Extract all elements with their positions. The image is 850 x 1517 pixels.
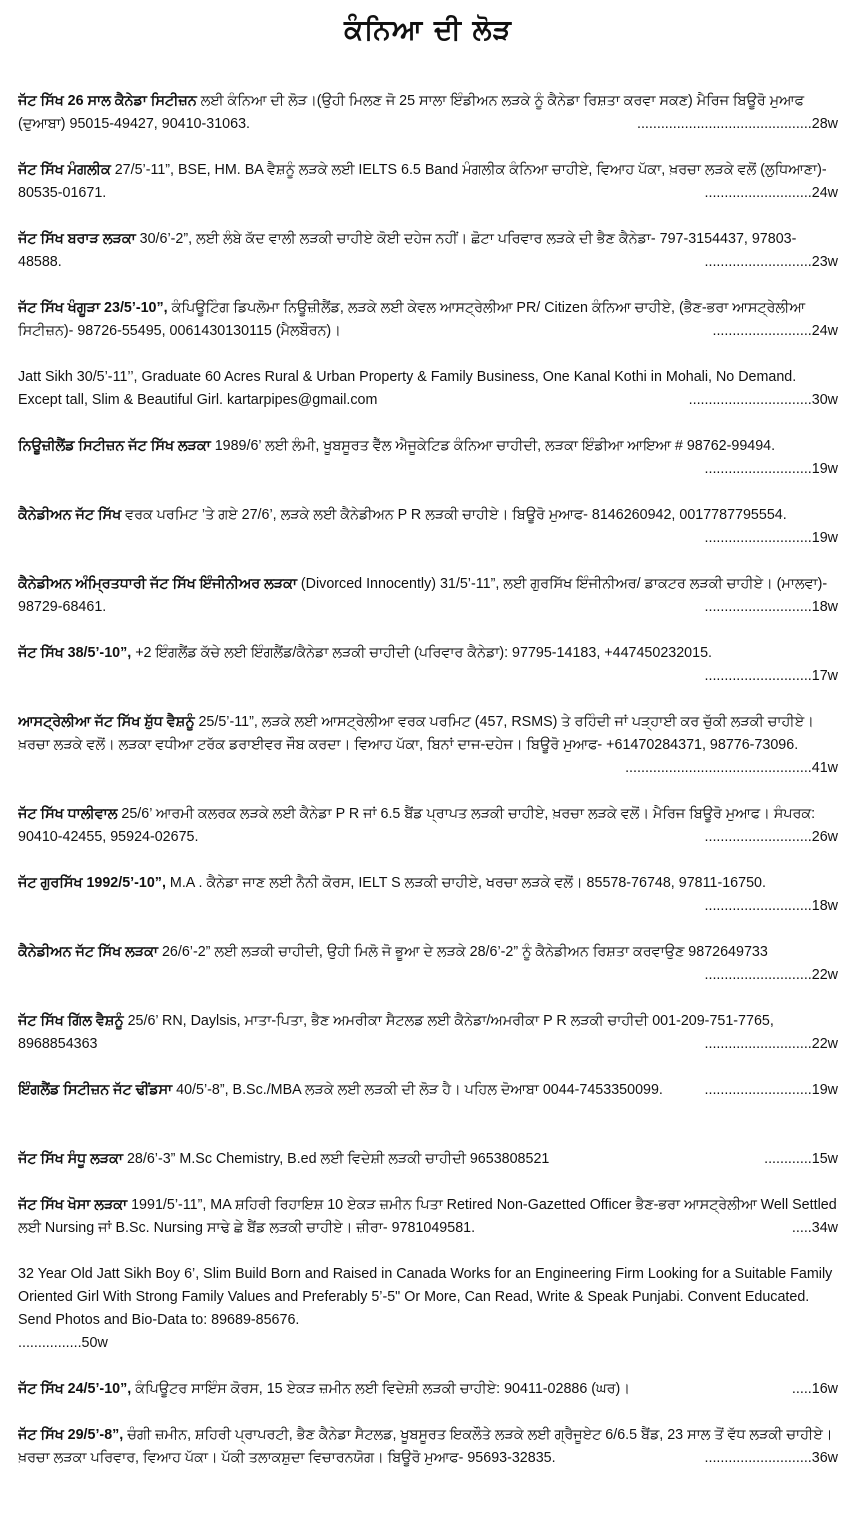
ad-lead: ਜੱਟ ਸਿੱਖ ਬਰਾੜ ਲੜਕਾ	[18, 231, 136, 247]
ad-lead: ਜੱਟ ਸਿੱਖ 29/5’-8”,	[18, 1427, 124, 1443]
ad-lead: ਜੱਟ ਸਿੱਖ ਮੰਗਲੀਕ	[18, 162, 111, 178]
ad-lead: ਜੱਟ ਸਿੱਖ ਖੰਗੂੜਾ 23/5’-10”,	[18, 300, 168, 316]
classified-ad-11	[18, 803, 838, 849]
ad-lead: ਜੱਟ ਗੁਰਸਿੱਖ 1992/5’-10”,	[18, 875, 166, 891]
classified-ad-19	[18, 1378, 838, 1401]
ad-body: ਕੰਪਿਊਟਰ ਸਾਇੰਸ ਕੋਰਸ, 15 ਏਕੜ ਜ਼ਮੀਨ ਲਈ ਵਿਦੇਸ਼ੀ ਲੜਕੀ ਚਾਹੀਏ: 90411-02886 (ਘਰ)।	[131, 1381, 630, 1397]
classified-ad-1	[18, 90, 838, 136]
ad-lead: ਜੱਟ ਸਿੱਖ ਗਿੱਲ ਵੈਸ਼ਨੂੰ	[18, 1013, 124, 1029]
ad-body: (Divorced Innocently) 31/5’-11”, ਲਈ ਗੁਰਸਿੱਖ ਇੰਜੀਨੀਅਰ/ ਡਾਕਟਰ ਲੜਕੀ ਚਾਹੀਏ। (ਮਾਲਵਾ)- 98729-68461.	[18, 576, 828, 615]
classified-ad-16	[18, 1148, 838, 1171]
ad-code: ............................................28w	[636, 116, 838, 132]
ad-code: ...........................26w	[704, 829, 838, 845]
ad-code: ...........................19w	[704, 530, 838, 546]
classified-ad-3	[18, 228, 838, 274]
ad-body: 30/6’-2”, ਲਈ ਲੰਬੇ ਕੱਦ ਵਾਲੀ ਲੜਕੀ ਚਾਹੀਏ ਕੋਈ ਦਹੇਜ ਨਹੀਂ। ਛੋਟਾ ਪਰਿਵਾਰ ਲੜਕੇ ਦੀ ਭੈਣ ਕੈਨੇਡਾ- 797-3154437, 97803-48588.	[18, 231, 797, 270]
ad-code: ...........................23w	[704, 254, 838, 270]
ad-body: 25/6’ RN, Daylsis, ਮਾਤਾ-ਪਿਤਾ, ਭੈਣ ਅਮਰੀਕਾ ਸੈਟਲਡ ਲਈ ਕੈਨੇਡਾ/ਅਮਰੀਕਾ P R ਲੜਕੀ ਚਾਹੀਦੀ 001-209-751-7765, 8968854363	[18, 1013, 774, 1052]
ad-code: ...........................18w	[704, 599, 838, 615]
ad-body: 1989/6’ ਲਈ ਲੰਮੀ, ਖੂਬਸੂਰਤ ਵੈੱਲ ਐਜੂਕੇਟਿਡ ਕੰਨਿਆ ਚਾਹੀਦੀ, ਲੜਕਾ ਇੰਡੀਆ ਆਇਆ # 98762-99494.	[210, 438, 776, 454]
ad-body: 28/6’-3” M.Sc Chemistry, B.ed ਲਈ ਵਿਦੇਸ਼ੀ ਲੜਕੀ ਚਾਹੀਦੀ 9653808521	[122, 1151, 550, 1167]
ad-lead: ਜੱਟ ਸਿੱਖ 24/5’-10”,	[18, 1381, 132, 1397]
ad-code: ...............................................41w	[625, 760, 838, 776]
classified-ad-13	[18, 941, 838, 987]
ad-body: 25/5’-11”, ਲੜਕੇ ਲਈ ਆਸਟ੍ਰੇਲੀਆ ਵਰਕ ਪਰਮਿਟ (457, RSMS) ਤੇ ਰਹਿੰਦੀ ਜਾਂ ਪੜ੍ਹਾਈ ਕਰ ਚੁੱਕੀ ਲੜਕੀ ਚਾਹੀਏ। ਖ਼ਰਚਾ ਲੜਕੇ ਵਲੋਂ। ਲੜਕਾ ਵਧੀਆ ਟਰੱਕ ਡਰਾਈਵਰ ਜੌਬ ਕਰਦਾ। ਵਿਆਹ ਪੱਕਾ, ਬਿਨਾਂ ਦਾਜ-ਦਹੇਜ। ਬਿਊਰੋ ਮੁਆਫ- +61470284371, 98776-73096.	[18, 714, 814, 753]
ad-body: Jatt Sikh 30/5’-11’’, Graduate 60 Acres Rural & Urban Property & Family Business, One Kanal Kothi in Mohali, No Demand. Except tall, Slim & Beautiful Girl. kartarpipes@gmail.com	[18, 369, 797, 408]
ad-code: ...........................24w	[704, 185, 838, 201]
ad-body: M.A . ਕੈਨੇਡਾ ਜਾਣ ਲਈ ਨੈਨੀ ਕੋਰਸ, IELT S ਲੜਕੀ ਚਾਹੀਏ, ਖਰਚਾ ਲੜਕੇ ਵਲੋਂ। 85578-76748, 97811-16750.	[165, 875, 766, 891]
ad-body: 32 Year Old Jatt Sikh Boy 6’, Slim Build Born and Raised in Canada Works for an Engineering Firm Looking for a Suitable Family Oriented Girl With Strong Family Values and Preferably 5’-5" Or More, Can Read, Write & Speak Punjabi. Convent Educated. Send Photos and Bio-Data to: 89689-85676.	[18, 1266, 833, 1328]
ad-code: .....16w	[791, 1381, 838, 1397]
ad-body: ਵਰਕ ਪਰਮਿਟ ’ਤੇ ਗਏ 27/6’, ਲੜਕੇ ਲਈ ਕੈਨੇਡੀਅਨ P R ਲੜਕੀ ਚਾਹੀਏ। ਬਿਊਰੋ ਮੁਆਫ- 8146260942, 0017787795554.	[121, 507, 787, 523]
ad-code: ...........................19w	[704, 1082, 838, 1098]
classified-ad-5	[18, 366, 838, 412]
ad-lead: ਜੱਟ ਸਿੱਖ ਖੋਸਾ ਲੜਕਾ	[18, 1197, 128, 1213]
ad-body: ਕੰਪਿਊਟਿੰਗ ਡਿਪਲੋਮਾ ਨਿਊਜ਼ੀਲੈਂਡ, ਲੜਕੇ ਲਈ ਕੇਵਲ ਆਸਟ੍ਰੇਲੀਆ PR/ Citizen ਕੰਨਿਆ ਚਾਹੀਏ, (ਭੈਣ-ਭਰਾ ਆਸਟ੍ਰੇਲੀਆ ਸਿਟੀਜ਼ਨ)- 98726-55495, 0061430130115 (ਮੈਲਬੌਰਨ)।	[18, 300, 805, 339]
ad-body: 26/6’-2” ਲਈ ਲੜਕੀ ਚਾਹੀਦੀ, ਉਹੀ ਮਿਲੋ ਜੋ ਭੂਆ ਦੇ ਲੜਕੇ 28/6’-2” ਨੂੰ ਕੈਨੇਡੀਅਨ ਰਿਸ਼ਤਾ ਕਰਵਾਉਣ 9872649733	[157, 944, 768, 960]
ad-code: ................50w	[18, 1335, 108, 1351]
ad-lead: ਕੈਨੇਡੀਅਨ ਅੰਮ੍ਰਿਤਧਾਰੀ ਜੱਟ ਸਿੱਖ ਇੰਜੀਨੀਅਰ ਲੜਕਾ	[18, 576, 297, 592]
classified-ad-8	[18, 573, 838, 619]
ad-lead: ਜੱਟ ਸਿੱਖ ਸੰਧੂ ਲੜਕਾ	[18, 1151, 123, 1167]
ad-code: ...........................17w	[704, 668, 838, 684]
ad-code: ...........................36w	[704, 1450, 838, 1466]
ad-lead: ਕੈਨੇਡੀਅਨ ਜੱਟ ਸਿੱਖ ਲੜਕਾ	[18, 944, 158, 960]
ad-code: ...............................30w	[688, 392, 838, 408]
classified-ad-20	[18, 1424, 838, 1493]
ad-code: ...........................18w	[704, 898, 838, 914]
ad-body: ਲਈ ਕੰਨਿਆ ਦੀ ਲੋੜ।(ਉਹੀ ਮਿਲਣ ਜੋ 25 ਸਾਲਾ ਇੰਡੀਅਨ ਲੜਕੇ ਨੂੰ ਕੈਨੇਡਾ ਰਿਸ਼ਤਾ ਕਰਵਾ ਸਕਣ) ਮੈਰਿਜ ਬਿਊਰੋ ਮੁਆਫ (ਦੁਆਬਾ) 95015-49427, 90410-31063.	[18, 93, 804, 132]
ad-body: +2 ਇੰਗਲੈਂਡ ਕੱਚੇ ਲਈ ਇੰਗਲੈਂਡ/ਕੈਨੇਡਾ ਲੜਕੀ ਚਾਹੀਦੀ (ਪਰਿਵਾਰ ਕੈਨੇਡਾ): 97795-14183, +447450232015.	[131, 645, 712, 661]
ad-code: .....34w	[791, 1220, 838, 1236]
ad-lead: ਨਿਊਜ਼ੀਲੈਂਡ ਸਿਟੀਜ਼ਨ ਜੱਟ ਸਿੱਖ ਲੜਕਾ	[18, 438, 211, 454]
ad-code: ...........................19w	[704, 461, 838, 477]
classified-ad-10	[18, 711, 838, 780]
ad-lead: ਕੈਨੇਡੀਅਨ ਜੱਟ ਸਿੱਖ	[18, 507, 122, 523]
ad-code: ...........................22w	[704, 967, 838, 983]
classified-ad-15	[18, 1079, 838, 1125]
ad-lead: ਇੰਗਲੈਂਡ ਸਿਟੀਜ਼ਨ ਜੱਟ ਢੀਂਡਸਾ	[18, 1082, 173, 1098]
ad-code: .........................24w	[712, 323, 838, 339]
ad-body: 1991/5’-11”, MA ਸ਼ਹਿਰੀ ਰਿਹਾਇਸ਼ 10 ਏਕੜ ਜ਼ਮੀਨ ਪਿਤਾ Retired Non-Gazetted Officer ਭੈਣ-ਭਰਾ ਆਸਟ੍ਰੇਲੀਆ Well Settled ਲਈ Nursing ਜਾਂ B.Sc. Nursing ਸਾਢੇ ਛੇ ਬੈਂਡ ਲੜਕੀ ਚਾਹੀਏ। ਜ਼ੀਰਾ- 9781049581.	[18, 1197, 837, 1236]
classified-ad-2	[18, 159, 838, 205]
ad-lead: ਜੱਟ ਸਿੱਖ 26 ਸਾਲ ਕੈਨੇਡਾ ਸਿਟੀਜ਼ਨ	[18, 93, 197, 109]
ad-body: ਚੰਗੀ ਜ਼ਮੀਨ, ਸ਼ਹਿਰੀ ਪ੍ਰਾਪਰਟੀ, ਭੈਣ ਕੈਨੇਡਾ ਸੈਟਲਡ, ਖੂਬਸੂਰਤ ਇਕਲੌਤੇ ਲੜਕੇ ਲਈ ਗ੍ਰੈਜੂਏਟ 6/6.5 ਬੈਂਡ, 23 ਸਾਲ ਤੋਂ ਵੱਧ ਲੜਕੀ ਚਾਹੀਏ। ਖ਼ਰਚਾ ਲੜਕਾ ਪਰਿਵਾਰ, ਵਿਆਹ ਪੱਕਾ। ਪੱਕੀ ਤਲਾਕਸ਼ੁਦਾ ਵਿਚਾਰਨਯੋਗ। ਬਿਊਰੋ ਮੁਆਫ- 95693-32835.	[18, 1427, 833, 1466]
classified-ad-12	[18, 872, 838, 918]
ad-body: 40/5’-8”, B.Sc./MBA ਲੜਕੇ ਲਈ ਲੜਕੀ ਦੀ ਲੋੜ ਹੈ। ਪਹਿਲ ਦੋਆਬਾ 0044-7453350099.	[172, 1082, 663, 1098]
ad-lead: ਜੱਟ ਸਿੱਖ ਧਾਲੀਵਾਲ	[18, 806, 118, 822]
classified-ad-9	[18, 642, 838, 688]
ad-code: ............15w	[764, 1151, 838, 1167]
classified-ad-7	[18, 504, 838, 550]
ad-body: 27/5’-11”, BSE, HM. BA ਵੈਸ਼ਨੂੰ ਲੜਕੇ ਲਈ IELTS 6.5 Band ਮੰਗਲੀਕ ਕੰਨਿਆ ਚਾਹੀਏ, ਵਿਆਹ ਪੱਕਾ, ਖ਼ਰਚਾ ਲੜਕੇ ਵਲੋਂ (ਲੁਧਿਆਣਾ)- 80535-01671.	[18, 162, 827, 201]
classified-ad-6	[18, 435, 838, 481]
ad-lead: ਜੱਟ ਸਿੱਖ 38/5’-10”,	[18, 645, 132, 661]
ad-code: ...........................22w	[704, 1036, 838, 1052]
classified-ad-18	[18, 1263, 838, 1355]
ad-body: 25/6’ ਆਰਮੀ ਕਲਰਕ ਲੜਕੇ ਲਈ ਕੈਨੇਡਾ P R ਜਾਂ 6.5 ਬੈਂਡ ਪ੍ਰਾਪਤ ਲੜਕੀ ਚਾਹੀਏ, ਖ਼ਰਚਾ ਲੜਕੇ ਵਲੋਂ। ਮੈਰਿਜ ਬਿਊਰੋ ਮੁਆਫ। ਸੰਪਰਕ: 90410-42455, 95924-02675.	[18, 806, 816, 845]
classified-ad-14	[18, 1010, 838, 1056]
page-title: ਕੰਨਿਆ ਦੀ ਲੋੜ	[344, 13, 512, 46]
classified-ad-4	[18, 297, 838, 343]
ad-lead: ਆਸਟ੍ਰੇਲੀਆ ਜੱਟ ਸਿੱਖ ਸ਼ੁੱਧ ਵੈਸ਼ਨੂੰ	[18, 714, 195, 730]
classified-ad-17	[18, 1194, 838, 1240]
